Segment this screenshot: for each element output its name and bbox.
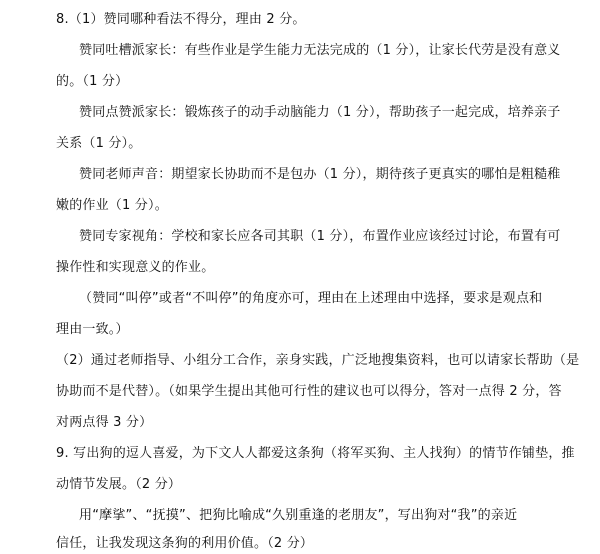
- q8-note-line: （赞同“叫停”或者“不叫停”的角度亦可，理由在上述理由中选择，要求是观点和: [79, 291, 543, 306]
- q9-heading: 9. 写出狗的逗人喜爱，为下文人人都爱这条狗（将军买狗、主人找狗）的情节作铺垫，推: [56, 446, 575, 461]
- q8-part2-line: 对两点得 3 分）: [56, 415, 153, 430]
- q8-heading: 8.（1）赞同哪种看法不得分，理由 2 分。: [56, 12, 306, 27]
- q8-answer-line: 赞同点赞派家长：锻炼孩子的动手动脑能力（1 分），帮助孩子一起完成，培养亲子: [79, 105, 561, 120]
- q9-answer-line: 动情节发展。（2 分）: [56, 477, 182, 492]
- q9-answer-line: 用“摩挲”、“抚摸”、把狗比喻成“久别重逢的老朋友”，写出狗对“我”的亲近: [79, 508, 518, 523]
- q8-answer-line: 操作性和实现意义的作业。: [56, 260, 215, 275]
- q8-answer-line: 关系（1 分）。: [56, 136, 142, 151]
- q8-part2-line: 协助而不是代替）。（如果学生提出其他可行性的建议也可以得分，答对一点得 2 分，答: [56, 384, 562, 399]
- q8-part2-line: （2）通过老师指导、小组分工合作，亲身实践，广泛地搜集资料，也可以请家长帮助（是: [56, 353, 580, 368]
- q8-answer-line: 赞同吐槽派家长：有些作业是学生能力无法完成的（1 分），让家长代劳是没有意义: [79, 43, 561, 58]
- q8-answer-line: 的。（1 分）: [56, 74, 129, 89]
- q8-note-line: 理由一致。）: [56, 322, 129, 337]
- q8-answer-line: 赞同老师声音：期望家长协助而不是包办（1 分），期待孩子更真实的哪怕是粗糙稚: [79, 167, 561, 182]
- q8-answer-line: 嫩的作业（1 分）。: [56, 198, 168, 213]
- q9-answer-line: 信任，让我发现这条狗的利用价值。（2 分）: [56, 536, 314, 551]
- q8-answer-line: 赞同专家视角：学校和家长应各司其职（1 分），布置作业应该经过讨论，布置有可: [79, 229, 561, 244]
